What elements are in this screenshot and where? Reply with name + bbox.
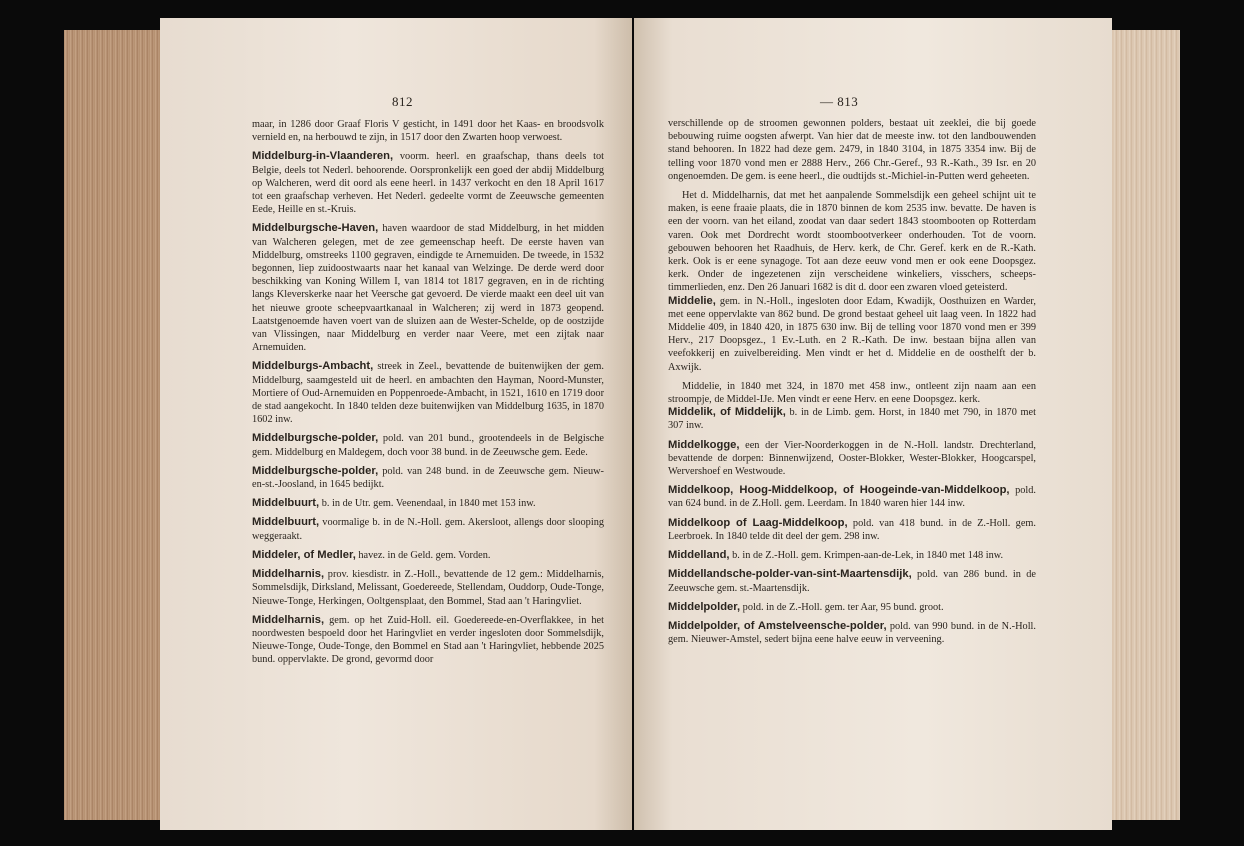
entry-headword: Middelpolder, of Amstelveensche-polder,: [668, 619, 887, 632]
entry-text: streek in Zeel., bevattende de buitenwijken der gem. Middelburg, saamgesteld uit de heerl. en ambachten den Hayman, Noord-Munster, Mortiere of Oud-Arnemuiden en Poppenroede-Ambacht, in 1521, 1610 en 1719 door de stad aangekocht. In 1840 telden deze buitenwijken van Middelburg 1635, in 1870 1602 inw.: [252, 361, 604, 426]
entry-text: Het d. Middelharnis, dat met het aanpalende Sommelsdijk een geheel schijnt uit te maken, is eene fraaie plaats, die in 1870 binnen de kom 2535 inw. bevatte. De haven is een der voorn. van het eiland, zoodat van daar sedert 1843 stoombooten op Rotterdam varen. Ook met Dordrecht wordt stoombootverkeer onderhouden. Tot de voorn. gebouwen behooren het Raadhuis, de Herv. kerk, de Chr. Geref. kerk en de R.-Kath. kerk. Ook is er eene synagoge. Tot aan deze eeuw vond men er ook eene Doopsgez. kerk. Onder de ingezetenen zijn verscheidene winkeliers, visschers, scheeps- timmerlieden, enz. Den 26 Januari 1682 is dit d. door een zwaren vloed geteisterd.: [668, 190, 1036, 294]
right-page-edges: [1108, 30, 1180, 820]
entry-headword: Middelburg-in-Vlaanderen,: [252, 150, 394, 163]
entry-text: Middelie, in 1840 met 324, in 1870 met 458 inw., ontleent zijn naam aan een stroompje, de Middel-IJe. Men vindt er eene Herv. en eene Doopsgez. kerk.: [668, 380, 1036, 406]
entry-headword: Middelbuurt,: [252, 516, 320, 529]
dictionary-entry: [668, 620, 1036, 646]
dictionary-entry: [668, 295, 1036, 374]
entry-text: verschillende op de stroomen gewonnen polders, bestaat uit zeeklei, die bij goede bebouwing ruime oogsten afwerpt. Van hier dat de meeste inw. tot den landbouwenden stand behooren. In 1822 had deze gem. 2479, in 1840 3104, in 1875 3354 inw. Bij de telling voor 1870 vond men er 2888 Herv., 266 Chr.-Geref., 93 R.-Kath., 39 Isr. en 20 ongenoemden. De gem. is eene heerl., die oudtijds st.-Michiel-in-Putten werd geheeten.: [668, 118, 1036, 182]
dictionary-entry: [252, 360, 604, 426]
left-page-edges: [64, 30, 164, 820]
dictionary-entry: [668, 549, 1036, 562]
dictionary-entry: [252, 568, 604, 608]
entry-text: pold. van 624 bund. in de Z.Holl. gem. Leerdam. In 1840 waren hier 144 inw.: [668, 485, 1036, 510]
dictionary-entry: [668, 568, 1036, 594]
entry-headword: Middeler, of Medler,: [252, 548, 356, 561]
entry-text: b. in de Limb. gem. Horst, in 1840 met 790, in 1870 met 307 inw.: [668, 407, 1036, 432]
left-page: [160, 18, 632, 830]
left-page-number: 812: [392, 94, 413, 109]
entry-text: pold. van 201 bund., grootendeels in de Belgische gem. Middelburg en Maldegem, doch voor 38 bund. in de Zeeuwsche gem. Eede.: [252, 433, 604, 458]
right-page-text: [668, 117, 1036, 652]
entry-headword: Middelharnis,: [252, 568, 325, 581]
dictionary-entry: [252, 497, 604, 510]
dictionary-entry: [252, 432, 604, 458]
entry-text: maar, in 1286 door Graaf Floris V gesticht, in 1491 door het Kaas- en broodsvolk vernield en, na herbouwd te zijn, in 1517 door den Zwarten hoop verwoest.: [252, 119, 604, 144]
entry-text: prov. kiesdistr. in Z.-Holl., bevattende de 12 gem.: Middelharnis, Sommelsdijk, Dirksland, Melissant, Goedereede, Stellendam, Ouddorp, Oude-Tonge, Nieuwe-Tonge, Herkingen, Ooltgensplaat, den Bommel, Stad aan 't Haringvliet.: [252, 569, 604, 607]
dictionary-entry: [668, 601, 1036, 614]
entry-text: voorm. heerl. en graafschap, thans deels tot Belgie, deels tot Nederl. behoorende. Oorspronkelijk een goed der abdij Middelburg op Walcheren, werd dit oord als eene heerl. in 1437 verkocht en den 18 April 1617 tot een graafschap verheven. Het Nederl. gedeelte vormt de Zeeuwsche gemeenten Eede, Heille en st.-Kruis.: [252, 151, 604, 216]
entry-text: een der Vier-Noorderkoggen in de N.-Holl. landstr. Drechterland, bevattende de dorpen: Binnenwijzend, Ooster-Blokker, Wester-Blokker, Hoogcarspel, Wervershoef en Westwoude.: [668, 439, 1036, 478]
dictionary-entry: [252, 516, 604, 542]
entry-headword: Middelik, of Middelijk,: [668, 406, 786, 419]
dictionary-entry: [252, 549, 604, 562]
entry-text: b. in de Z.-Holl. gem. Krimpen-aan-de-Lek, in 1840 met 148 inw.: [729, 550, 1004, 562]
entry-headword: Middelkoop, Hoog-Middelkoop, of Hoogeinde-van-Middelkoop,: [668, 484, 1010, 497]
dictionary-entry: [668, 406, 1036, 432]
entry-text: voormalige b. in de N.-Holl. gem. Akersloot, allengs door slooping weggeraakt.: [252, 517, 604, 542]
dictionary-entry: [668, 189, 1036, 295]
entry-text: pold. van 418 bund. in de Z.-Holl. gem. Leerbroek. In 1840 telde dit deel der gem. 298 inw.: [668, 517, 1036, 542]
entry-text: pold. van 248 bund. in de Zeeuwsche gem. Nieuw-en-st.-Joosland, in 1645 bedijkt.: [252, 465, 604, 491]
entry-headword: Middelburgsche-polder,: [252, 432, 379, 445]
entry-text: b. in de Utr. gem. Veenendaal, in 1840 met 153 inw.: [319, 498, 536, 510]
entry-headword: Middelkoop of Laag-Middelkoop,: [668, 516, 848, 529]
entry-headword: Middelburgsche-Haven,: [252, 222, 379, 235]
entry-text: gem. op het Zuid-Holl. eil. Goedereede-en-Overflakkee, in het noordwesten bespoeld door het Haringvliet en verder ingesloten door Sommelsdijk, Nieuwe-Tonge, Oude-Tonge, den Bommel en Stad aan 't Haringvliet, hebbende 2025 bund. oppervlakte. De grond, gevormd door: [252, 614, 604, 666]
entry-headword: Middelbuurt,: [252, 497, 320, 510]
entry-text: pold. van 286 bund. in de Zeeuwsche gem. st.-Maartensdijk.: [668, 569, 1036, 594]
dictionary-entry: [668, 380, 1036, 406]
entry-headword: Middelpolder,: [668, 600, 741, 613]
dictionary-entry: [252, 465, 604, 491]
entry-headword: Middelburgsche-polder,: [252, 464, 379, 477]
dictionary-entry: [252, 222, 604, 354]
dictionary-entry: [668, 117, 1036, 183]
entry-headword: Middelkogge,: [668, 438, 740, 451]
entry-headword: Middelland,: [668, 549, 730, 562]
entry-text: pold. in de Z.-Holl. gem. ter Aar, 95 bund. groot.: [740, 601, 944, 613]
entry-headword: Middelharnis,: [252, 613, 325, 626]
left-page-text: [252, 118, 604, 673]
dictionary-entry: [668, 484, 1036, 510]
entry-text: gem. in N.-Holl., ingesloten door Edam, Kwadijk, Oosthuizen en Warder, met eene oppervlakte van 862 bund. De grond bestaat geheel uit laag veen. In 1822 had Middelie 409, in 1840 420, in 1875 630 inw. Bij de telling voor 1870 vond men er 399 Herv., 217 Doopsgez., 1 Ev.-Luth. en 2 R.-Kath. De inw. bestaan bijna allen van veefokkerij en zuivelbereiding. Men vindt er het d. Middelie en de oosthelft der b. Axwijk.: [668, 295, 1036, 373]
entry-text: haven waardoor de stad Middelburg, in het midden van Walcheren gelegen, met de zee gemeenschap heeft. De eerste haven van Middelburg, omstreeks 1100 gegraven, eindigde te Arnemuiden. De tweede, in 1532 begonnen, liep zuidoostwaarts naar het kanaal van Welzinge. De derde werd door beschikking van Koning Willem I, van 1814 tot 1817 gegraven, en in de richting langs Kleverskerke naar het Veersche gat gevoerd. De vierde maakt een deel uit van het nieuwe groote scheepvaartkanaal in Walcheren; zij werd in 1873 geopend. Laatstgenoemde haven voert van de sluizen aan de Wester-Schelde, op de oostzijde van Vlissingen, naar Middelburg en verder naar Veere, met een zijtak naar Arnemuiden.: [252, 223, 604, 354]
entry-text: pold. van 990 bund. in de N.-Holl. gem. Nieuwer-Amstel, sedert bijna eene halve eeuw in verveening.: [668, 620, 1036, 646]
right-page: [634, 18, 1112, 830]
right-page-number: — 813: [820, 94, 859, 109]
entry-headword: Middelburgs-Ambacht,: [252, 360, 374, 373]
entry-headword: Middellandsche-polder-van-sint-Maartensdijk,: [668, 568, 912, 581]
entry-headword: Middelie,: [668, 294, 716, 307]
dictionary-entry: [668, 517, 1036, 543]
dictionary-entry: [252, 118, 604, 144]
dictionary-entry: [252, 150, 604, 216]
entry-text: havez. in de Geld. gem. Vorden.: [355, 549, 491, 561]
dictionary-entry: [668, 439, 1036, 479]
dictionary-entry: [252, 614, 604, 667]
